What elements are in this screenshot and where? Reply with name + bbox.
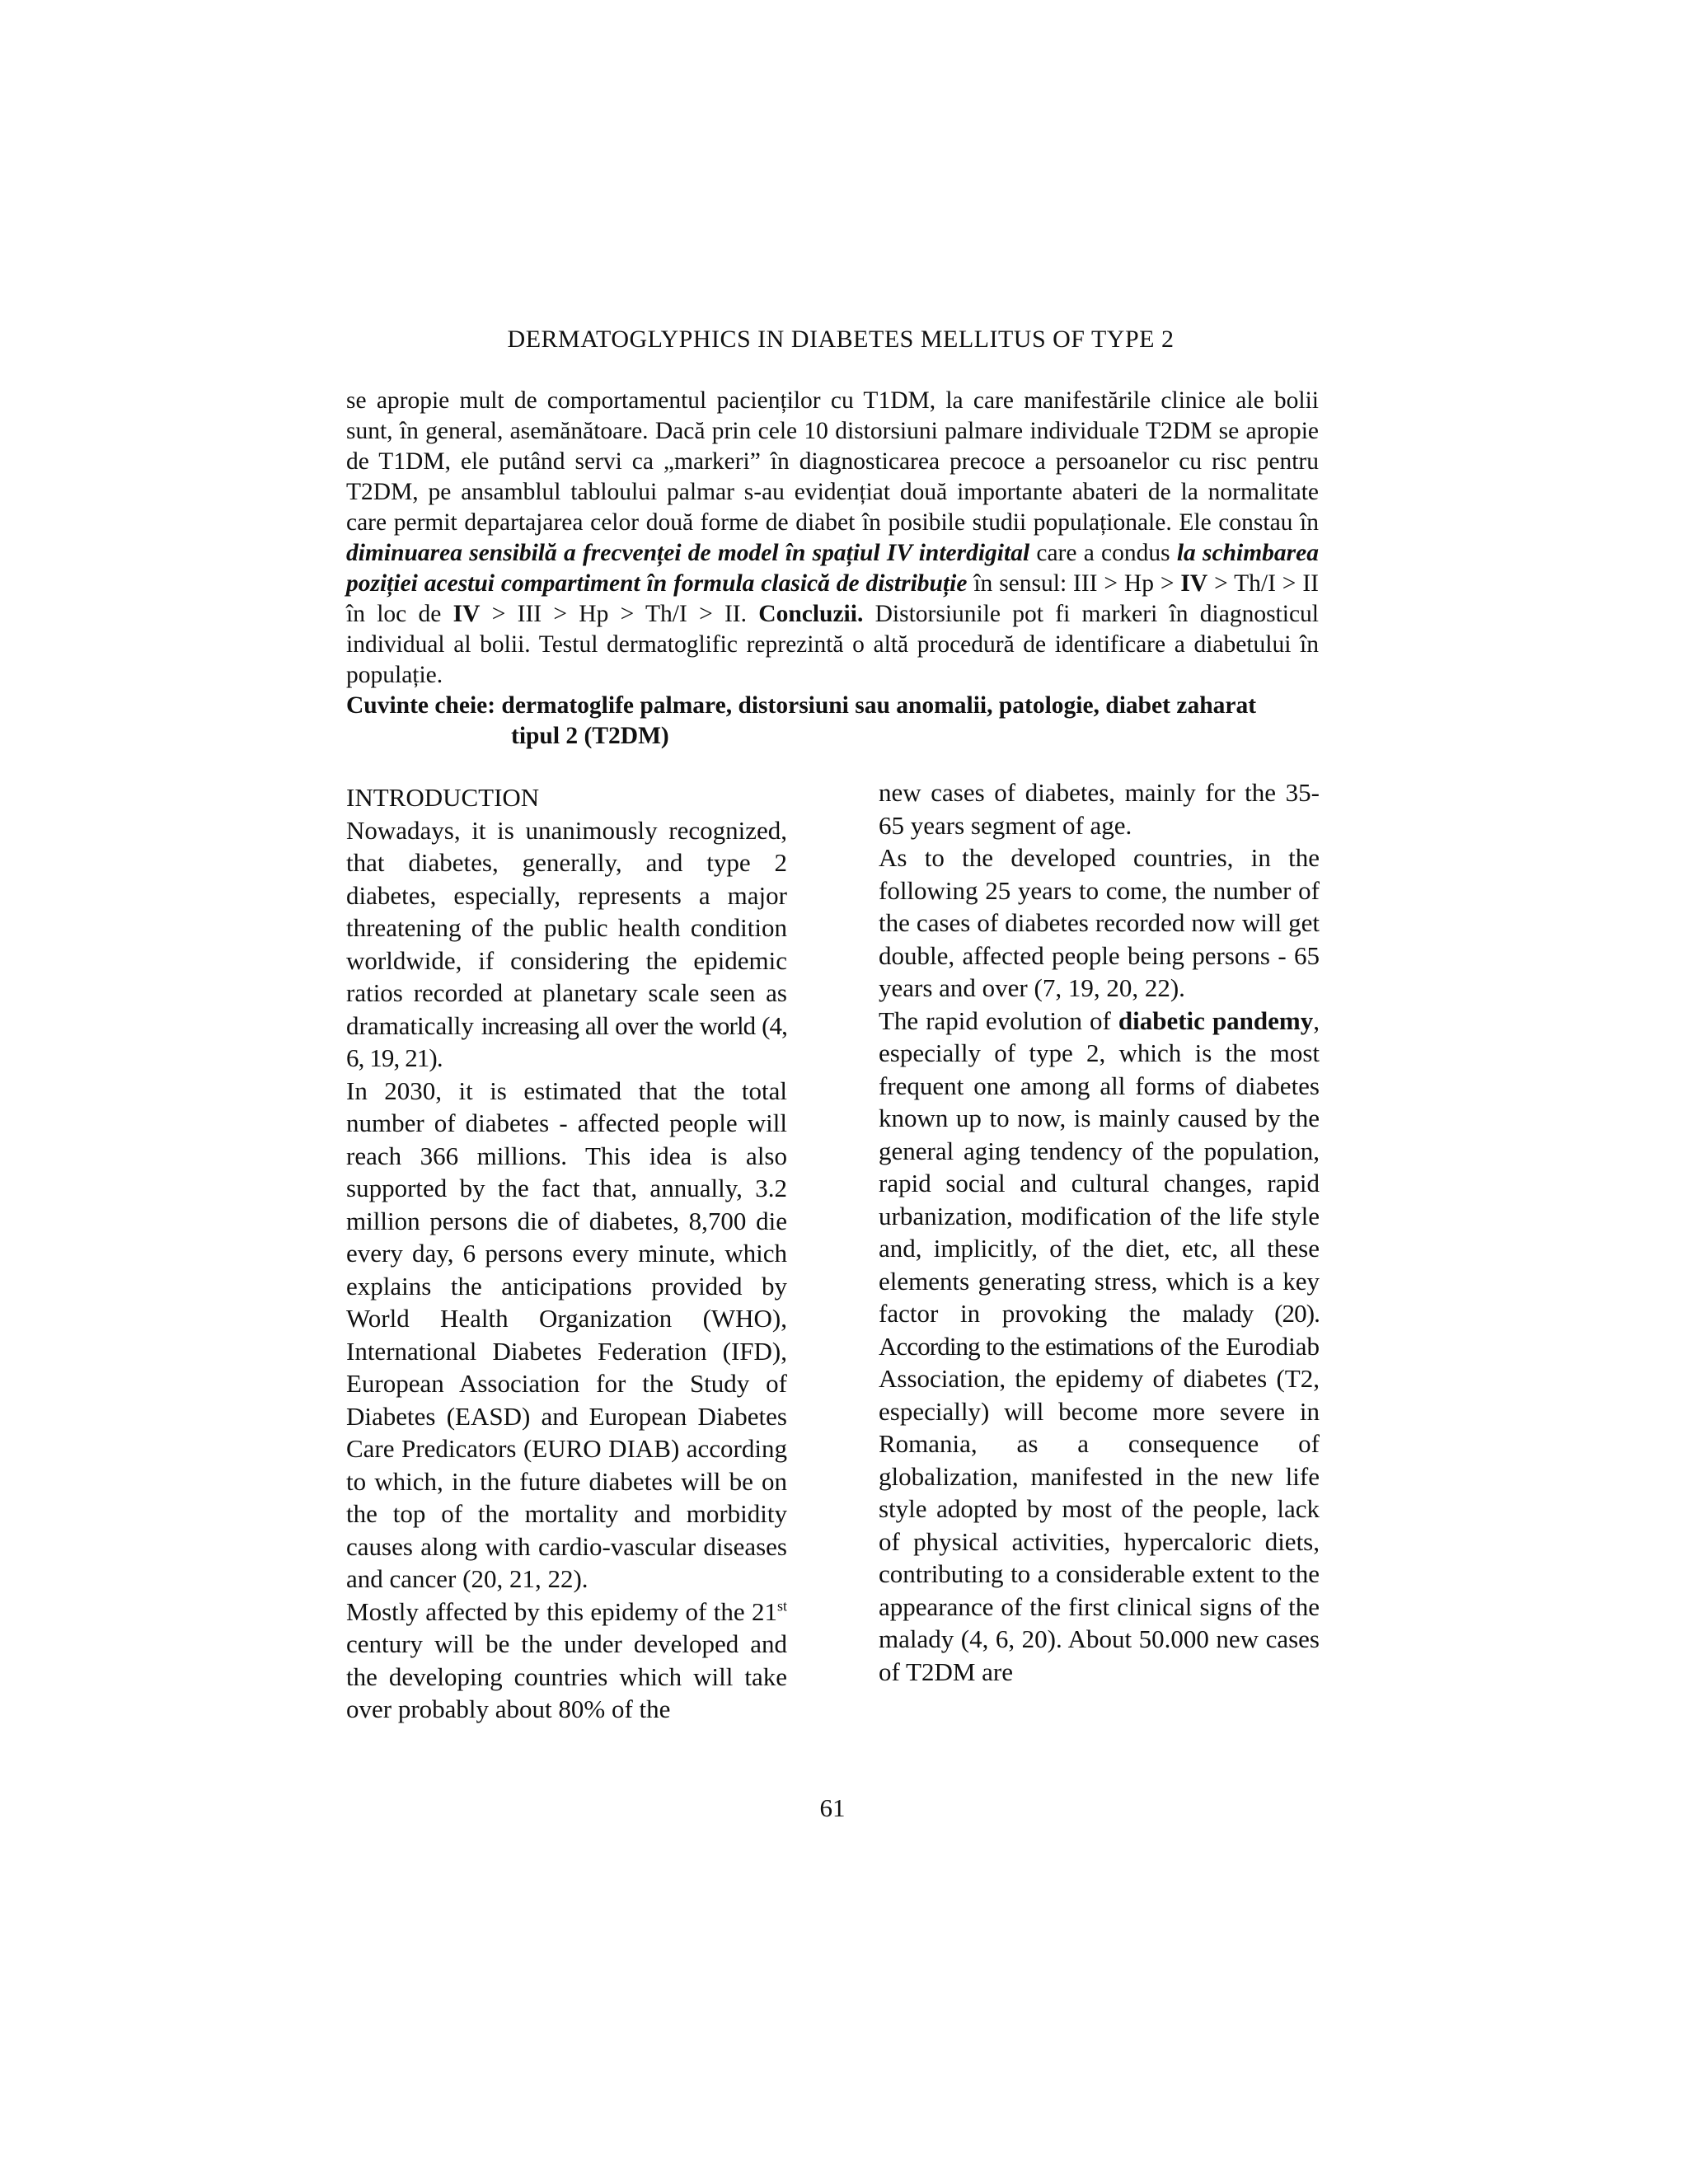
- page-number: 61: [819, 1793, 846, 1822]
- conclusions-label: Concluzii.: [758, 601, 864, 627]
- left-column: [346, 781, 787, 1726]
- running-head: DERMATOGLYPHICS IN DIABETES MELLITUS OF TYPE 2: [507, 326, 1175, 353]
- abstract-emphasis: la schimbarea poziției acestui compartiment în formula clasică de distribuție: [346, 540, 1319, 597]
- body-text: The rapid evolution of: [879, 1005, 1118, 1035]
- abstract-text: > Th/I > II în loc de: [346, 570, 1319, 627]
- left-paragraph-1: [346, 814, 787, 1075]
- right-paragraph-2: As to the developed countries, in the following 25 years to come, the number of the cases of diabetes recorded now will get double, affected people being persons - 65 years and over (7, 19, 20, 22).: [879, 843, 1320, 1002]
- body-text: century will be the under developed and the developing countries which will take over probably about 80% of the: [346, 1629, 787, 1723]
- abstract-text: se apropie mult de comportamentul pacienților cu T1DM, la care manifestările clinice ale bolii sunt, în general, asemănătoare. Dacă prin cele 10 distorsiuni palmare individuale T2DM se apropie de T1DM, ele putând servi ca „markeri” în diagnosticarea precoce a persoanelor cu risc pentru T2DM, pe ansamblul tabloului palmar s-au evidențiat două importante abateri de la normalitate care permit departajarea celor două forme de diabet în posibile studii populaționale. Ele constau în: [346, 387, 1319, 536]
- right-paragraph-1: new cases of diabetes, mainly for the 35-65 years segment of age.: [879, 778, 1320, 840]
- left-paragraph-3: [346, 1596, 787, 1726]
- abstract-text: Distorsiunile pot fi markeri în diagnosticul individual al bolii. Testul dermatoglific reprezintă o altă procedură de identificare a diabetului în populație.: [346, 601, 1319, 688]
- keywords-line-1: Cuvinte cheie: dermatoglife palmare, distorsiuni sau anomalii, patologie, diabet zaharat: [346, 692, 1257, 719]
- right-paragraph-3: [879, 1005, 1320, 1689]
- superscript: st: [776, 1597, 787, 1615]
- abstract-romanian: [346, 386, 1319, 691]
- keywords: [346, 691, 1319, 752]
- left-paragraph-2: In 2030, it is estimated that the total number of diabetes - affected people will reach 366 millions. This idea is also supported by the fact that, annually, 3.2 million persons die of diabetes, 8,700 die every day, 6 persons every minute, which explains the anticipations provided by World Health Organization (WHO), International Diabetes Federation (IFD), European Association for the Study of Diabetes (EASD) and European Diabetes Care Predicators (EURO DIAB) according to which, in the future diabetes will be on the top of the mortality and morbidity causes along with cardio-vascular diseases and cancer (20, 21, 22).: [346, 1076, 787, 1593]
- abstract-paragraph: [346, 386, 1319, 691]
- abstract-emphasis: diminuarea sensibilă a frecvenței de model în spațiul IV interdigital: [346, 540, 1030, 566]
- body-text: of the Eurodiab Association, the epidemy of diabetes (T2, especially) will become more severe in Romania, as a consequence of globalization, manifested in the new life style adopted by most of the people, lack of physical activities, hypercaloric diets, contributing to a considerable extent to the appearance of the first clinical signs of the malady (4, 6, 20). About 50.000 new cases of T2DM are: [879, 1331, 1320, 1686]
- abstract-text: în sensul: III > Hp >: [967, 570, 1181, 597]
- section-heading-introduction: INTRODUCTION: [346, 783, 540, 812]
- body-text: Mostly affected by this epidemy of the 21: [346, 1596, 777, 1626]
- body-text: Nowadays, it is unanimously recognized, that diabetes, generally, and type 2 diabetes, especially, represents a major threatening of the public health condition worldwide, if considering the epidemic ratios recorded at planetary scale seen as dramatically: [346, 815, 787, 1040]
- bold-term: diabetic pandemy: [1118, 1005, 1314, 1035]
- body-text: malady (20). According to the estimations: [879, 1299, 1320, 1361]
- body-text: , especially of type 2, which is the most frequent one among all forms of diabetes known up to now, is mainly caused by the general aging tendency of the population, rapid social and cultural changes, rapid urbanization, modification of the life style and, implicitly, of the diet, etc, all these elements generating stress, which is a key factor in provoking the: [879, 1005, 1320, 1328]
- abstract-text: care a condus: [1029, 540, 1177, 566]
- right-column: [879, 776, 1320, 1688]
- keywords-line-2: tipul 2 (T2DM): [511, 723, 669, 749]
- abstract-bold: IV: [1180, 570, 1208, 597]
- abstract-bold: IV: [452, 601, 481, 627]
- body-text: increasing all over the world (4, 6, 19, 21).: [346, 1010, 787, 1072]
- abstract-text: > III > Hp > Th/I > II.: [480, 601, 759, 627]
